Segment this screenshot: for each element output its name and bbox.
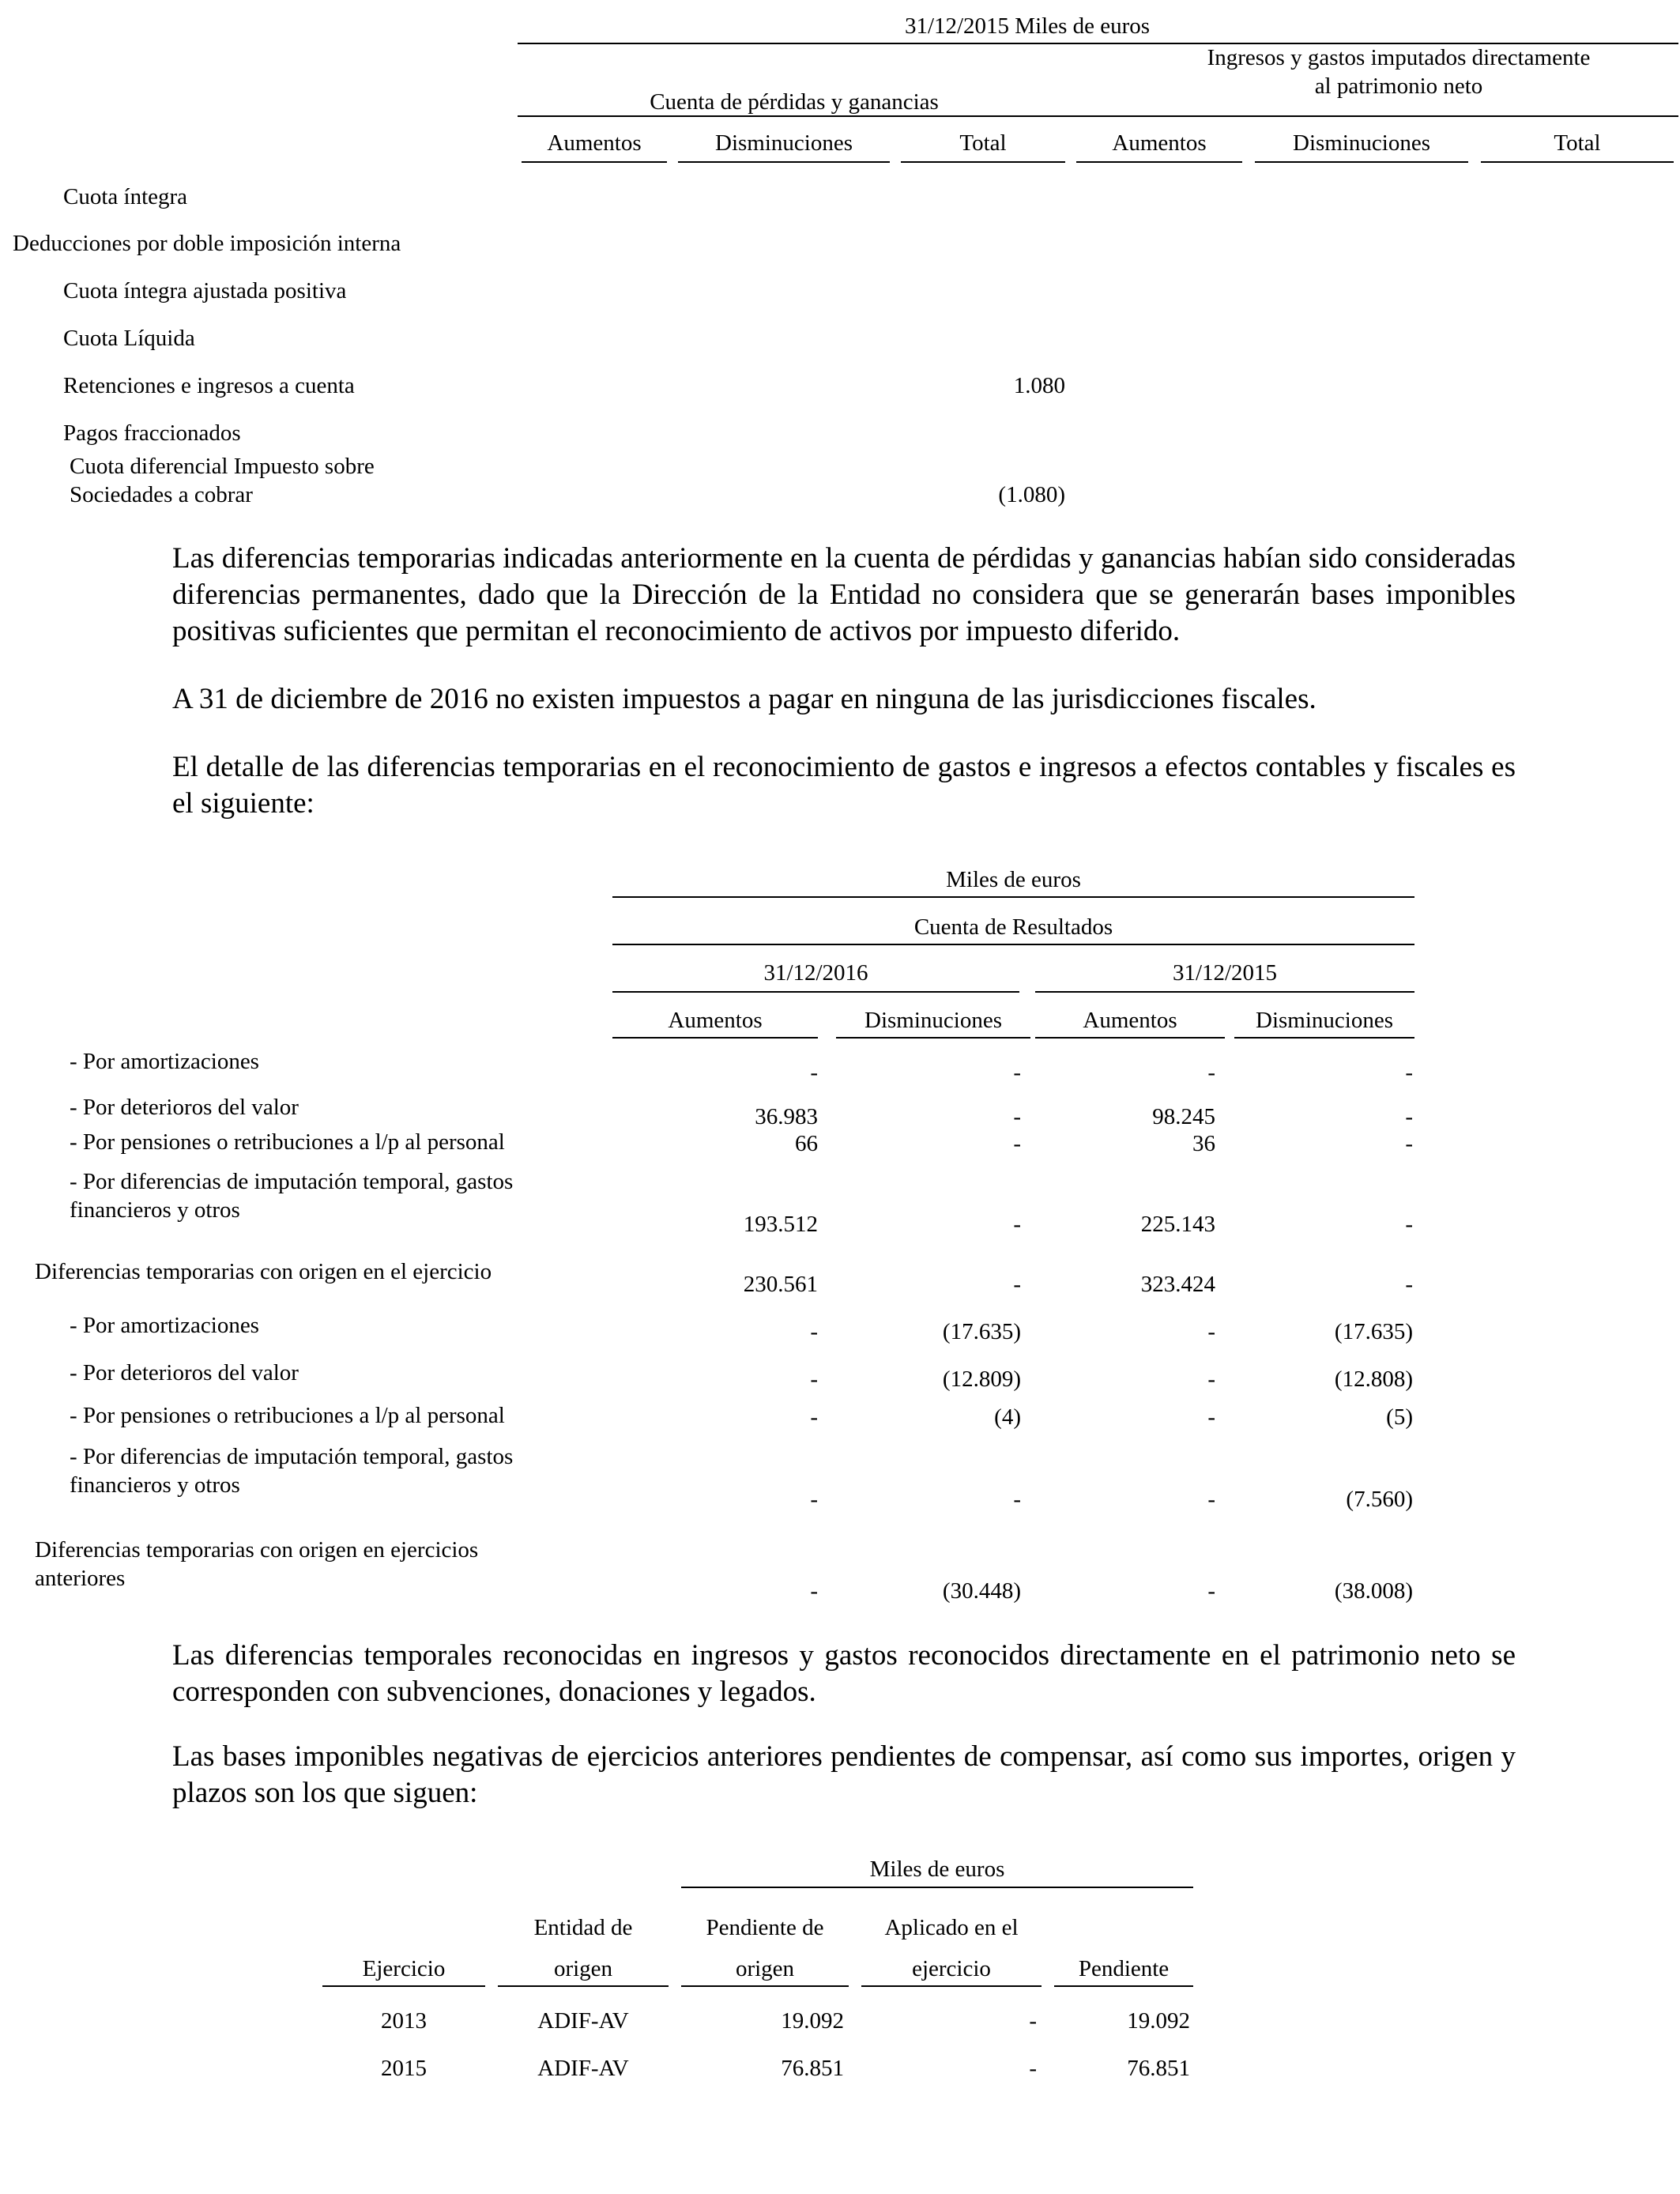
cell: - — [1013, 1487, 1021, 1512]
cell: - — [1013, 1104, 1021, 1129]
paragraph: Las diferencias temporales reconocidas en ingresos y gastos reconocidos directamente en el patrimonio neto se corresponden con subvenciones, donaciones y legados. — [172, 1639, 1516, 1708]
paragraph: Las bases imponibles negativas de ejercicios anteriores pendientes de compensar, así como sus importes, origen y plazos son los que siguen: — [172, 1740, 1516, 1809]
cell: - — [1029, 2008, 1037, 2034]
column-underline — [322, 1985, 485, 1987]
row-label: - Por pensiones o retribuciones a l/p al personal — [70, 1403, 505, 1428]
column-underline — [681, 1985, 849, 1987]
row-label: - Por diferencias de imputación temporal, gastos — [70, 1169, 514, 1194]
row-label: Diferencias temporarias con origen en el ejercicio — [35, 1259, 492, 1284]
cell: (7.560) — [1346, 1487, 1413, 1512]
cell: (4) — [994, 1404, 1021, 1430]
paragraph: Las diferencias temporarias indicadas anteriormente en la cuenta de pérdidas y ganancias habían sido consideradas diferencias permanentes, dado que la Dirección de la Entidad no considera que se generarán bases imponibles positivas suficientes que permitan el reconocimiento de activos por impuesto diferido. — [172, 542, 1516, 647]
cell: 19.092 — [1127, 2008, 1190, 2034]
row-label: Cuota diferencial Impuesto sobre — [70, 454, 375, 479]
cell: - — [1207, 1487, 1215, 1512]
cell: (17.635) — [1334, 1319, 1413, 1344]
column-header: Disminuciones — [864, 1008, 1002, 1033]
cell: 76.851 — [1127, 2056, 1190, 2081]
column-underline — [498, 1985, 669, 1987]
row-label: Cuota íntegra ajustada positiva — [63, 278, 347, 303]
column-header: Disminuciones — [1293, 130, 1430, 156]
table-title: Miles de euros — [869, 1857, 1005, 1882]
cell: - — [810, 1487, 818, 1512]
column-header: Pendiente — [1078, 1956, 1170, 1981]
column-header-line2: origen — [735, 1956, 795, 1981]
cell: 193.512 — [743, 1212, 818, 1237]
divider — [681, 1887, 1193, 1888]
cell: (38.008) — [1334, 1578, 1413, 1604]
column-header: Entidad de — [533, 1915, 633, 1940]
cell: 36 — [1192, 1131, 1215, 1156]
column-underline — [1255, 161, 1468, 163]
column-underline — [1481, 161, 1674, 163]
cell: - — [1207, 1319, 1215, 1344]
cell: 36.983 — [755, 1104, 818, 1129]
divider — [612, 944, 1414, 945]
row-label: Deducciones por doble imposición interna — [13, 231, 401, 256]
cell: - — [810, 1367, 818, 1392]
cell: - — [1405, 1131, 1413, 1156]
column-header: Aplicado en el — [884, 1915, 1019, 1940]
column-underline — [612, 1037, 818, 1039]
table-subtitle: Cuenta de Resultados — [913, 914, 1113, 940]
row-label-line2: Sociedades a cobrar — [70, 482, 253, 507]
cell: - — [1207, 1060, 1215, 1085]
cell: - — [1207, 1404, 1215, 1430]
column-underline — [901, 161, 1065, 163]
column-underline — [522, 161, 667, 163]
column-header: Total — [959, 130, 1007, 156]
cell: 323.424 — [1140, 1272, 1215, 1297]
column-header-line2: origen — [553, 1956, 613, 1981]
cell: - — [1013, 1060, 1021, 1085]
cell: ADIF-AV — [537, 2008, 629, 2034]
column-underline — [1234, 1037, 1414, 1039]
row-label: - Por diferencias de imputación temporal, gastos — [70, 1444, 514, 1469]
cell: 230.561 — [743, 1272, 818, 1297]
group-header-pl: Cuenta de pérdidas y ganancias — [650, 89, 939, 115]
period-header: 31/12/2016 — [763, 960, 868, 986]
cell: - — [1207, 1578, 1215, 1604]
row-label: Retenciones e ingresos a cuenta — [63, 373, 355, 398]
cell: - — [1405, 1060, 1413, 1085]
row-label-line2: anteriores — [35, 1566, 126, 1591]
table-title: 31/12/2015 Miles de euros — [904, 13, 1151, 39]
cell: 2013 — [381, 2008, 427, 2034]
group-header-equity-line2: al patrimonio neto — [1314, 74, 1483, 99]
row-total-value: (1.080) — [998, 482, 1065, 507]
column-header: Pendiente de — [706, 1915, 824, 1940]
divider — [612, 991, 1019, 993]
paragraph: A 31 de diciembre de 2016 no existen impuestos a pagar en ninguna de las jurisdicciones fiscales. — [172, 683, 1317, 715]
divider — [612, 896, 1414, 898]
cell: - — [1405, 1212, 1413, 1237]
column-underline — [1054, 1985, 1193, 1987]
cell: - — [810, 1319, 818, 1344]
paragraph: El detalle de las diferencias temporarias en el reconocimiento de gastos e ingresos a efectos contables y fiscales es el siguiente: — [172, 751, 1516, 820]
cell: - — [1405, 1272, 1413, 1297]
cell: - — [1207, 1367, 1215, 1392]
table-title: Miles de euros — [946, 867, 1081, 892]
period-header: 31/12/2015 — [1172, 960, 1278, 986]
row-label: Cuota íntegra — [63, 184, 188, 209]
row-label: - Por amortizaciones — [70, 1313, 259, 1338]
cell: 2015 — [381, 2056, 427, 2081]
column-header: Ejercicio — [362, 1956, 446, 1981]
cell: - — [810, 1578, 818, 1604]
column-header: Aumentos — [668, 1008, 763, 1033]
cell: 98.245 — [1152, 1104, 1215, 1129]
cell: (5) — [1386, 1404, 1413, 1430]
row-label-line2: financieros y otros — [70, 1472, 240, 1498]
row-total-value: 1.080 — [1013, 373, 1065, 398]
cell: - — [1013, 1212, 1021, 1237]
cell: (17.635) — [942, 1319, 1021, 1344]
column-header: Aumentos — [1083, 1008, 1177, 1033]
row-label: Cuota Líquida — [63, 326, 195, 351]
row-label: - Por deterioros del valor — [70, 1360, 299, 1385]
cell: ADIF-AV — [537, 2056, 629, 2081]
row-label: - Por deterioros del valor — [70, 1095, 299, 1120]
cell: (30.448) — [942, 1578, 1021, 1604]
column-underline — [1035, 1037, 1225, 1039]
column-header: Aumentos — [547, 130, 642, 156]
column-header: Disminuciones — [1256, 1008, 1393, 1033]
row-label: Diferencias temporarias con origen en ejercicios — [35, 1537, 479, 1563]
cell: 19.092 — [781, 2008, 844, 2034]
column-header-line2: ejercicio — [912, 1956, 991, 1981]
divider — [518, 115, 1678, 117]
column-header: Total — [1554, 130, 1601, 156]
cell: 225.143 — [1140, 1212, 1215, 1237]
row-label: - Por pensiones o retribuciones a l/p al personal — [70, 1129, 505, 1155]
row-label-line2: financieros y otros — [70, 1197, 240, 1223]
column-underline — [1076, 161, 1242, 163]
column-header: Aumentos — [1112, 130, 1207, 156]
row-label: Pagos fraccionados — [63, 420, 241, 446]
row-label: - Por amortizaciones — [70, 1049, 259, 1074]
divider — [1035, 991, 1414, 993]
cell: - — [1013, 1131, 1021, 1156]
cell: 76.851 — [781, 2056, 844, 2081]
column-underline — [678, 161, 890, 163]
cell: (12.808) — [1334, 1367, 1413, 1392]
cell: - — [1013, 1272, 1021, 1297]
cell: - — [1029, 2056, 1037, 2081]
cell: - — [1405, 1104, 1413, 1129]
cell: 66 — [795, 1131, 818, 1156]
column-header: Disminuciones — [715, 130, 853, 156]
group-header-equity: Ingresos y gastos imputados directamente — [1207, 45, 1591, 70]
column-underline — [836, 1037, 1030, 1039]
cell: - — [810, 1404, 818, 1430]
cell: (12.809) — [942, 1367, 1021, 1392]
column-underline — [861, 1985, 1042, 1987]
cell: - — [810, 1060, 818, 1085]
